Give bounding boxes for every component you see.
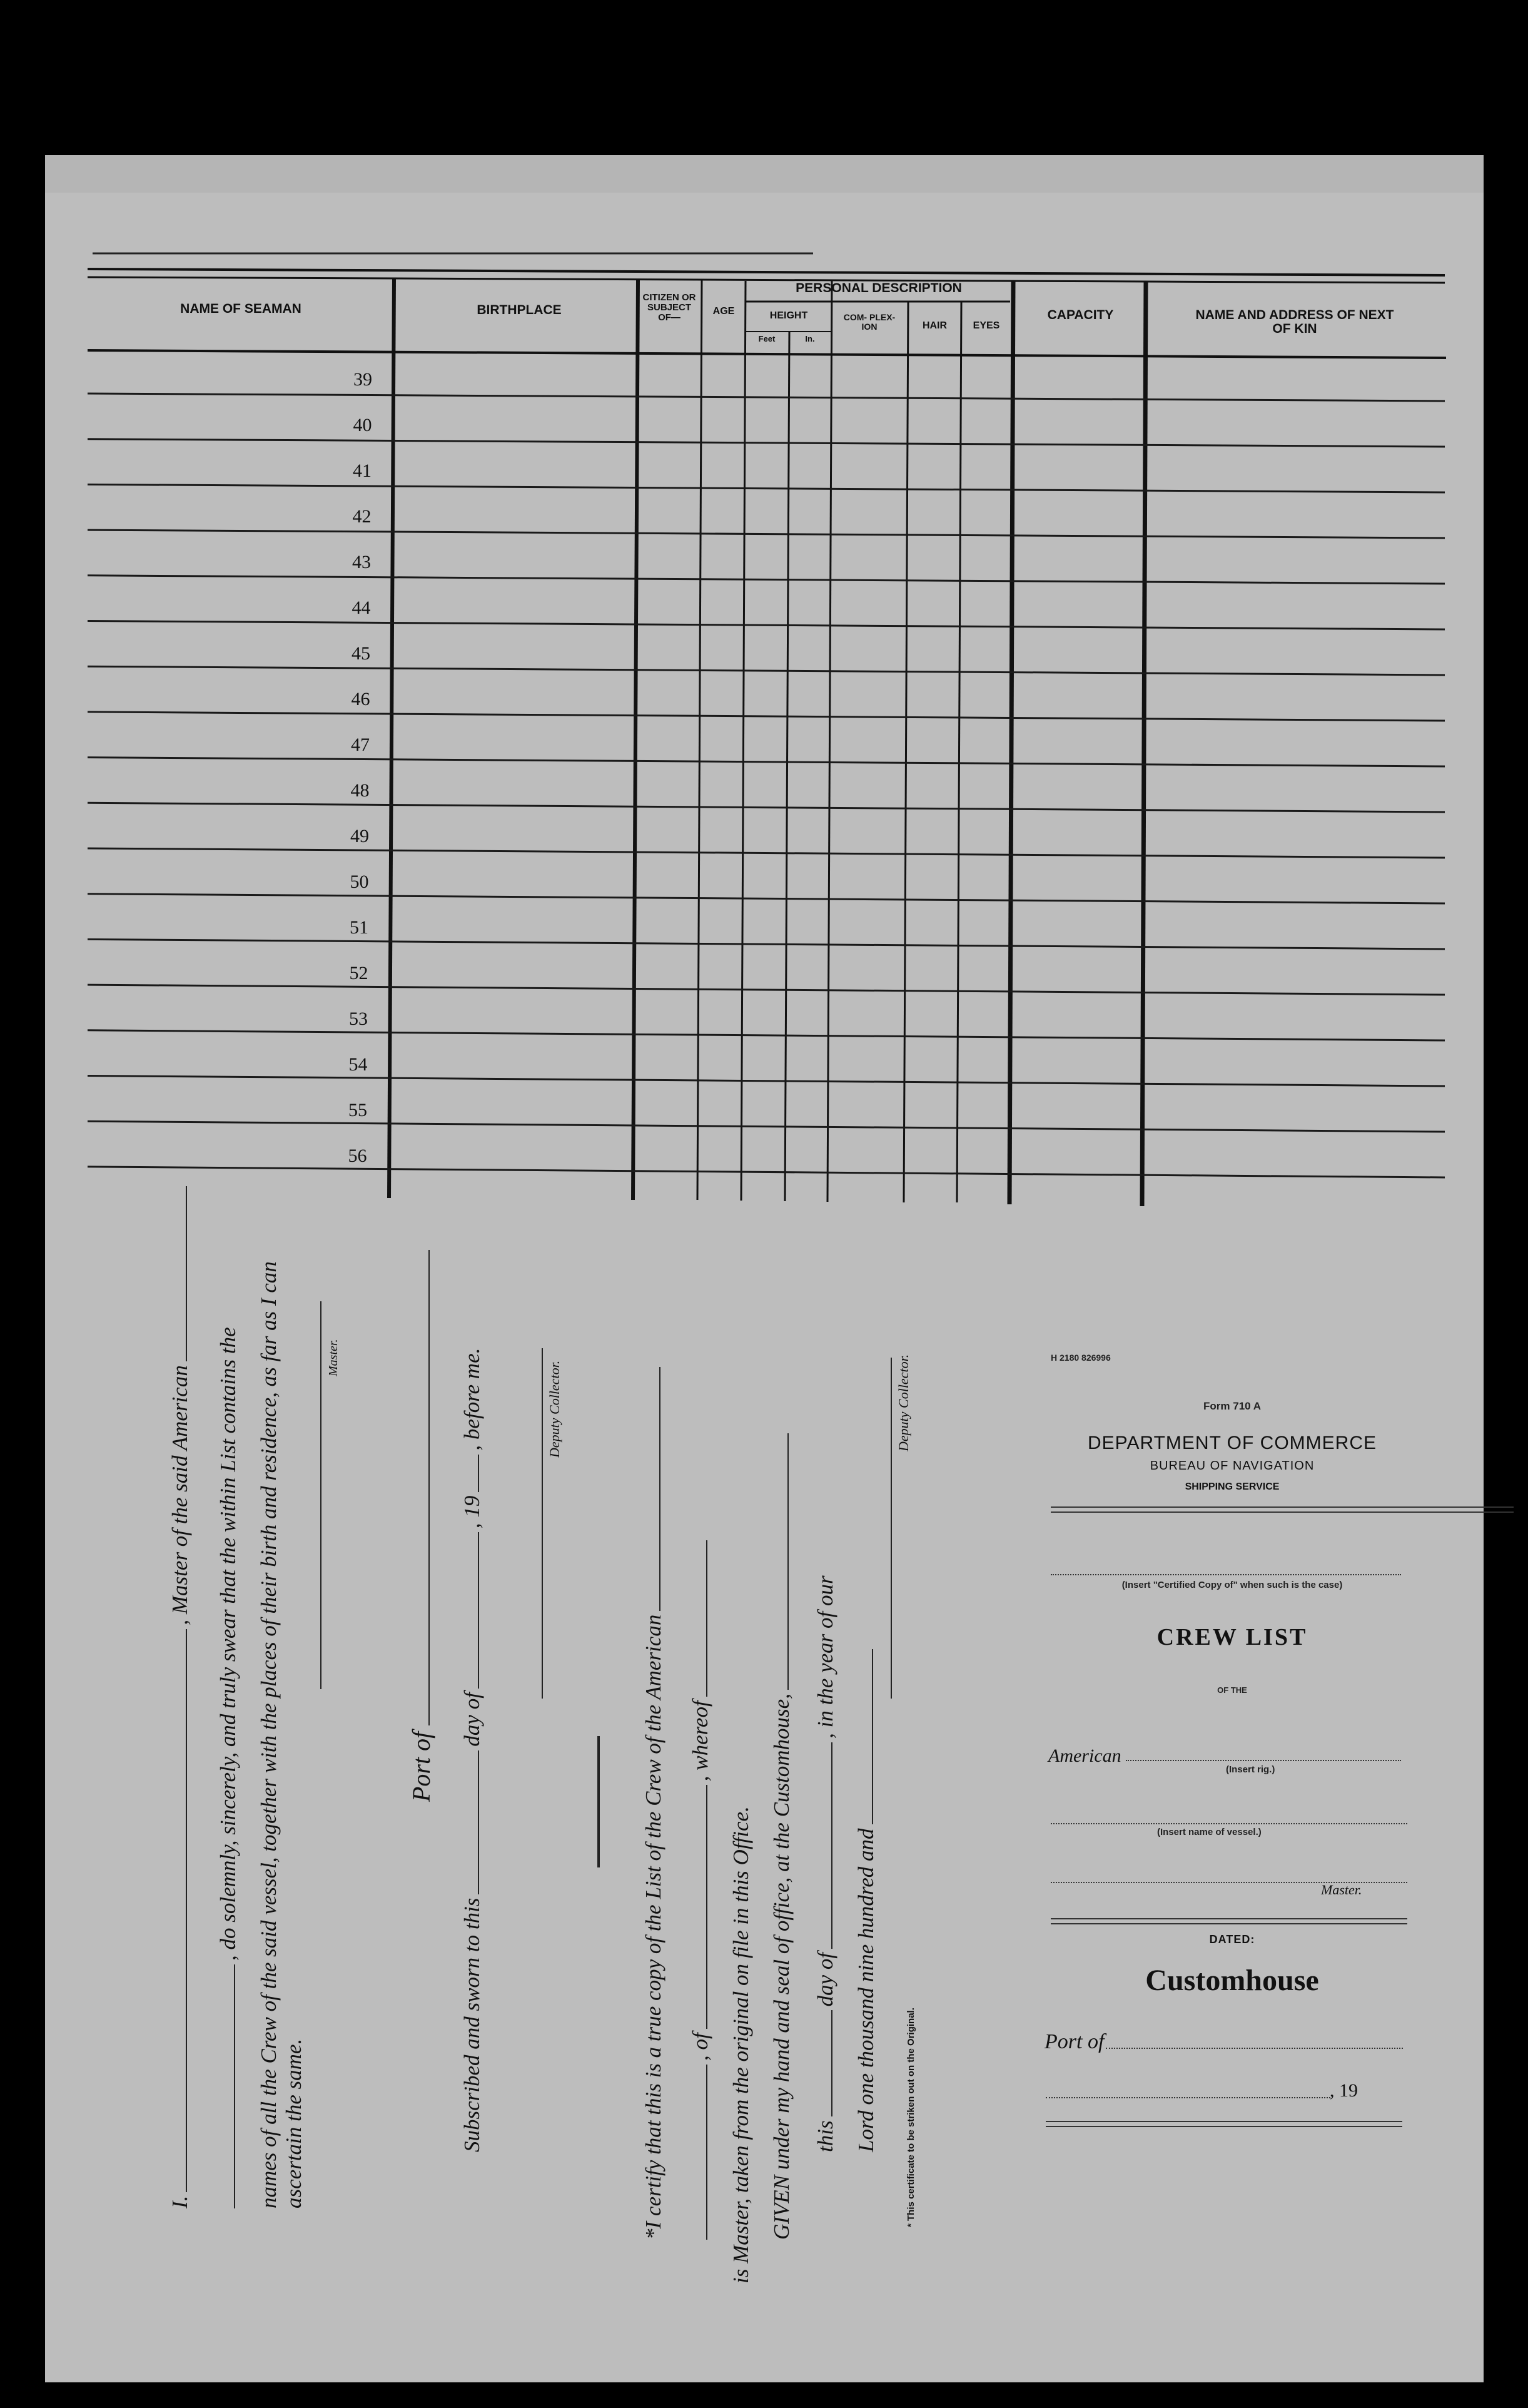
row-number: 45: [352, 643, 370, 664]
oath-line-2: [216, 1327, 241, 2208]
row-number: 51: [350, 917, 368, 938]
bureau-title: BUREAU OF NAVIGATION: [1150, 1459, 1315, 1473]
row-number: 48: [350, 780, 370, 801]
oath-line-4: ascertain the same.: [281, 2038, 306, 2208]
port-line: [1106, 2048, 1403, 2049]
row-number: 39: [353, 369, 372, 390]
cert-this-text: this: [813, 2120, 837, 2152]
table-row-line: [88, 484, 1445, 492]
oath-line-1: [168, 1186, 193, 2208]
header-age: AGE: [712, 306, 735, 317]
vessel-line: [1051, 1823, 1407, 1824]
oath-line-1-start: I.: [168, 2195, 192, 2208]
date-line: [1046, 2097, 1330, 2098]
master-signature-line: [320, 1301, 321, 1689]
cert-line-2: is Master, taken from the original on file in this Office.: [729, 1806, 753, 2284]
divider-rule: [1046, 2121, 1402, 2122]
print-code: H 2180 826996: [1051, 1353, 1111, 1363]
department-title: DEPARTMENT OF COMMERCE: [1087, 1433, 1377, 1453]
oath-master-label: Master.: [326, 1339, 340, 1376]
header-personal-description: PERSONAL DESCRIPTION: [796, 281, 962, 295]
divider-rule: [1051, 1918, 1407, 1919]
cover-master-label: Master.: [1321, 1882, 1362, 1897]
row-number: 47: [351, 734, 370, 755]
oath-line-1-end: , Master of the said American: [168, 1365, 192, 1625]
table-row-line: [88, 848, 1445, 858]
table-row-line: [88, 1030, 1445, 1040]
american-label: American: [1048, 1745, 1121, 1766]
table-row-line: [88, 666, 1445, 675]
service-title: SHIPPING SERVICE: [1185, 1481, 1280, 1492]
row-number: 53: [349, 1008, 368, 1029]
table-row-line: [88, 803, 1445, 812]
table-row-line: [88, 439, 1445, 447]
subscribed-text: Subscribed and sworn to this: [460, 1897, 484, 2152]
header-height: HEIGHT: [769, 310, 808, 321]
oath-line-2-text: , do solemnly, sincerely, and truly swear that the within List contains the: [216, 1327, 240, 1961]
cert-footnote: * This certificate to be striken out on the Original.: [906, 2008, 916, 2227]
divider-rule: [1051, 1506, 1514, 1508]
oath-line-3: names of all the Crew of the said vessel, together with the places of their birth and residence, as far as I can: [256, 1261, 281, 2208]
section-divider: [597, 1736, 600, 1867]
table-row-line: [88, 939, 1445, 949]
row-number: 40: [353, 415, 372, 435]
cert-of-line: [688, 1540, 713, 2240]
cert-this-day: [813, 1575, 838, 2152]
deputy-signature-line: [542, 1348, 543, 1699]
header-inches: In.: [805, 334, 815, 343]
divider-rule: [1051, 1511, 1514, 1513]
header-eyes: EYES: [973, 320, 1000, 331]
dated-label: DATED:: [1209, 1933, 1255, 1946]
row-number: 54: [348, 1054, 368, 1075]
divider-rule: [1046, 2126, 1402, 2127]
table-row-line: [88, 712, 1445, 721]
cert-line-1: [641, 1367, 666, 2240]
day-of-text: day of: [460, 1692, 484, 1747]
cert-in-year-text: , in the year of our: [813, 1575, 837, 1739]
table-row-line: [88, 985, 1445, 995]
cert-deputy-collector: Deputy Collector.: [896, 1354, 911, 1451]
table-row-line: [88, 1076, 1445, 1087]
customhouse-title: Customhouse: [1145, 1964, 1319, 1997]
cert-lord: [854, 1649, 879, 2152]
header-citizen: CITIZEN OR SUBJECT OF—: [642, 292, 696, 323]
oath-port-of: [407, 1250, 436, 1802]
insert-certified-note: (Insert "Certified Copy of" when such is the case): [1121, 1580, 1343, 1590]
cert-of-text: , of: [688, 2033, 712, 2061]
header-complexion: COM- PLEX- ION: [843, 312, 896, 332]
divider-rule: [1051, 1923, 1407, 1924]
insert-vessel-note: (Insert name of vessel.): [1157, 1827, 1262, 1837]
of-the-label: OF THE: [1217, 1685, 1247, 1695]
table-row-line: [88, 894, 1445, 903]
nineteen-text: , 19: [460, 1495, 484, 1529]
port-of-label: Port of: [407, 1731, 435, 1802]
table-row-line: [88, 1121, 1445, 1132]
row-number: 43: [352, 552, 371, 572]
cert-lord-text: Lord one thousand nine hundred and: [854, 1828, 878, 2152]
crew-list-title: CREW LIST: [1156, 1624, 1308, 1650]
table-row-line: [88, 530, 1445, 538]
header-feet: Feet: [758, 334, 776, 343]
certified-copy-line: [1051, 1574, 1401, 1575]
cert-line-1-text: *I certify that this is a true copy of the List of the Crew of the American: [641, 1614, 665, 2240]
oath-subscribed: [460, 1348, 485, 2152]
header-hair: HAIR: [922, 320, 948, 331]
oath-deputy-collector: Deputy Collector.: [547, 1360, 562, 1458]
cert-given-text: GIVEN under my hand and seal of office, at the Customhouse,: [769, 1694, 794, 2240]
form-number: Form 710 A: [1203, 1400, 1261, 1412]
header-next-of-kin: NAME AND ADDRESS OF NEXT OF KIN: [1195, 308, 1394, 337]
header-birthplace: BIRTHPLACE: [477, 303, 562, 317]
cert-given: [769, 1433, 794, 2240]
insert-rig-note: (Insert rig.): [1226, 1764, 1275, 1775]
row-number: 44: [352, 597, 371, 618]
row-number: 42: [352, 506, 372, 527]
table-row-line: [88, 394, 1445, 401]
cover-nineteen: , 19: [1330, 2080, 1358, 2101]
table-row-line: [88, 1167, 1445, 1177]
row-number: 50: [350, 871, 369, 892]
rig-line: [1126, 1760, 1401, 1761]
header-name-of-seaman: NAME OF SEAMAN: [180, 302, 301, 316]
before-me-text: , before me.: [460, 1348, 484, 1451]
cert-whereof-text: , whereof: [688, 1700, 712, 1782]
cert-day-of-text: day of: [813, 1952, 837, 2007]
row-number: 41: [353, 460, 372, 481]
row-number: 49: [350, 826, 369, 846]
cover-port-of: Port of: [1045, 2030, 1105, 2053]
cert-signature-line: [891, 1358, 892, 1699]
table-row-line: [88, 758, 1445, 766]
row-number: 46: [351, 689, 370, 709]
row-number: 52: [349, 963, 368, 983]
table-row-line: [88, 621, 1445, 630]
row-number: 55: [348, 1100, 367, 1120]
table-row-line: [88, 576, 1445, 584]
row-number: 56: [348, 1146, 367, 1166]
header-capacity: CAPACITY: [1047, 308, 1114, 322]
